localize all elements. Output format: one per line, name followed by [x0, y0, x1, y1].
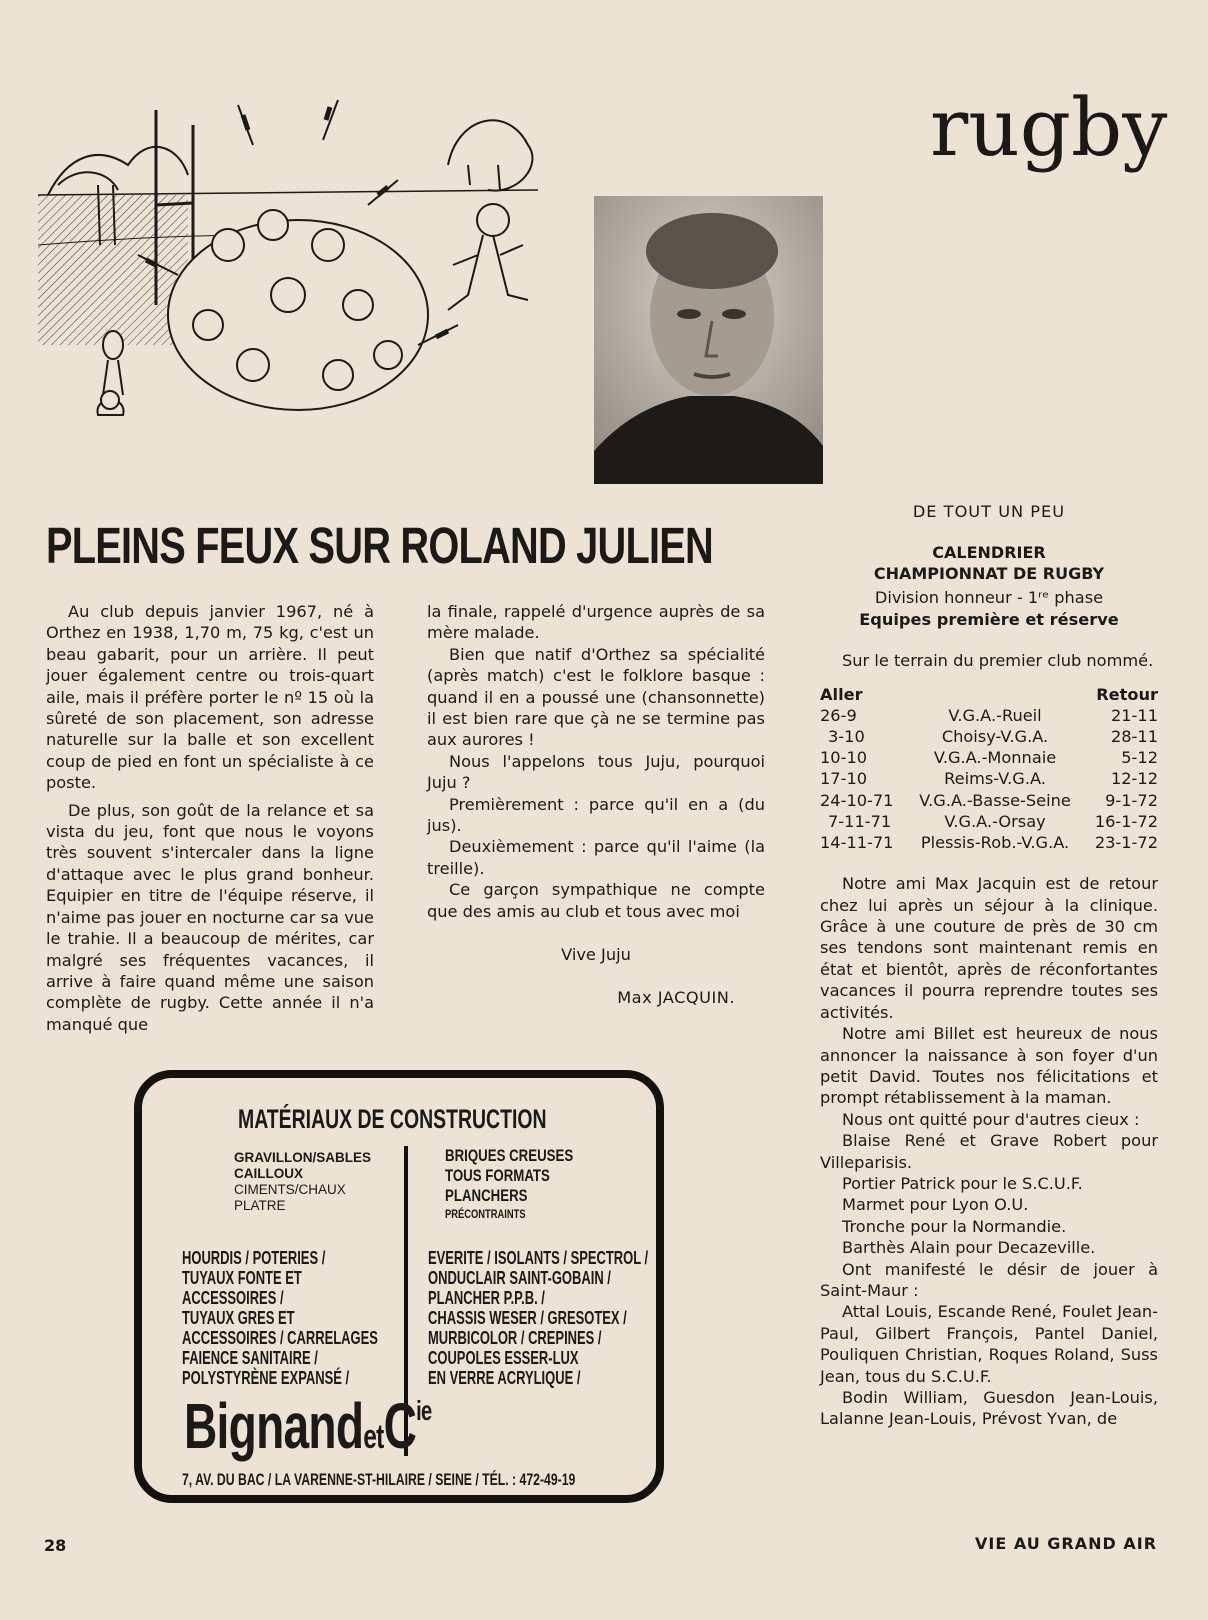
table-row: [820, 811, 1158, 832]
cell-match: V.G.A.-Orsay: [944, 811, 1046, 831]
ad-list-bottom-left: [182, 1248, 454, 1388]
ad-item: CIMENTS/CHAUX: [234, 1182, 346, 1197]
cell-retour: 23-1-72: [1094, 833, 1158, 853]
section-rubric: rugby: [930, 81, 1168, 174]
paragraph: Blaise René et Grave Robert pour Villeparisis.: [820, 1131, 1158, 1172]
ad-list-top-right: [445, 1146, 609, 1222]
ad-item: EVERITE / ISOLANTS / SPECTROL /: [428, 1248, 649, 1268]
cell-retour: 5-12: [1121, 748, 1158, 768]
brand-et: et: [363, 1418, 384, 1456]
table-row: [820, 768, 1158, 789]
cell-aller: 7-11-71: [828, 811, 892, 831]
paragraph: Attal Louis, Escande René, Foulet Jean-Paul, Gilbert François, Pantel Daniel, Pouliquen Christian, Roques Roland, Suss Jean, tous du S.C.U.F.: [820, 1302, 1158, 1386]
fixtures-table: [820, 684, 1158, 854]
ad-item: GRAVILLON/SABLES: [234, 1150, 372, 1165]
cell-aller: 14-11-71: [820, 833, 894, 853]
column-header-aller: Aller: [820, 684, 863, 704]
brand-c: C: [383, 1390, 417, 1462]
ad-item: PLANCHER P.P.B. /: [428, 1288, 545, 1308]
article-headline: PLEINS FEUX SUR ROLAND JULIEN: [46, 517, 713, 574]
cell-match: Choisy-V.G.A.: [941, 727, 1049, 747]
ad-item: PRÉCONTRAINTS: [445, 1207, 526, 1221]
sidebar-kicker: DE TOUT UN PEU: [912, 502, 1066, 521]
calendar-title: CALENDRIER: [932, 543, 1046, 563]
brand-ie: ie: [416, 1395, 432, 1426]
column-header-retour: Retour: [1096, 684, 1158, 704]
ad-item: ACCESSOIRES / CARRELAGES: [182, 1328, 378, 1348]
cell-aller: 17-10: [820, 769, 868, 789]
calendar-subtitle: CHAMPIONNAT DE RUGBY: [873, 564, 1105, 584]
ad-item: EN VERRE ACRYLIQUE /: [428, 1368, 581, 1388]
advertisement-box: [134, 1070, 664, 1503]
ad-item: ACCESSOIRES /: [182, 1288, 284, 1308]
cell-match: V.G.A.-Basse-Seine: [919, 790, 1071, 810]
ad-item: MURBICOLOR / CREPINES /: [428, 1328, 602, 1348]
paragraph: Ce garçon sympathique ne compte que des amis au club et tous avec moi: [427, 880, 765, 921]
article-column-1: [46, 601, 374, 1035]
ad-item: PLANCHERS: [445, 1186, 528, 1205]
paragraph: la finale, rappelé d'urgence auprès de sa mère malade.: [427, 602, 765, 643]
ad-address: 7, AV. DU BAC / LA VARENNE-ST-HILAIRE / SEINE / TÉL. : 472-49-19: [182, 1470, 576, 1489]
cell-aller: 10-10: [820, 748, 868, 768]
paragraph: De plus, son goût de la relance et sa vista du jeu, font que nous le voyons très souvent s'intercaler dans la ligne d'attaque avec le plus grand bonheur. Equipier en titre de l'équipe réserve, il n'aime pas jouer en nocturne car sa vue le trahie. Il a beaucoup de mérites, car malgré ses fréquentes vacances, il arrive à faire quand même une saison complète de rugby. Cette année il n'a manqué que: [46, 800, 374, 1034]
ad-item: CAILLOUX: [234, 1166, 303, 1181]
teams-line: Equipes première et réserve: [859, 609, 1119, 629]
table-row: [820, 832, 1158, 853]
player-portrait-photo: [594, 196, 823, 484]
ad-item: FAIENCE SANITAIRE /: [182, 1348, 318, 1368]
paragraph: Nous ont quitté pour d'autres cieux :: [842, 1109, 1140, 1129]
paragraph: Barthès Alain pour Decazeville.: [842, 1238, 1096, 1258]
ad-title: MATÉRIAUX DE CONSTRUCTION: [238, 1104, 547, 1134]
division-line: Division honneur - 1ʳᵉ phase: [874, 588, 1104, 608]
table-row: [820, 747, 1158, 768]
table-row: [820, 790, 1158, 811]
cell-retour: 28-11: [1110, 727, 1158, 747]
article-column-2: [427, 601, 765, 1008]
rugby-cartoon-illustration: [38, 95, 548, 470]
cell-retour: 16-1-72: [1094, 811, 1158, 831]
paragraph: Marmet pour Lyon O.U.: [842, 1195, 1029, 1215]
ad-item: ONDUCLAIR SAINT-GOBAIN /: [428, 1268, 611, 1288]
sidebar-column: [820, 501, 1158, 1430]
ad-list-bottom-right: [428, 1248, 734, 1388]
cell-match: V.G.A.-Monnaie: [933, 748, 1057, 768]
cell-aller: 26-9: [820, 705, 857, 725]
ad-item: PLATRE: [234, 1198, 286, 1213]
paragraph: Notre ami Billet est heureux de nous annoncer la naissance à son foyer d'un petit David. Toutes nos félicitations et prompt rétablissement à la maman.: [820, 1024, 1158, 1108]
paragraph: Ont manifesté le désir de jouer à Saint-Maur :: [820, 1259, 1158, 1300]
ad-brand-logo: [184, 1390, 432, 1462]
ad-item: HOURDIS / POTERIES /: [182, 1248, 326, 1268]
cell-retour: 12-12: [1110, 769, 1158, 789]
cell-aller: 24-10-71: [820, 790, 894, 810]
ad-item: TUYAUX GRES ET: [182, 1308, 295, 1328]
ad-item: BRIQUES CREUSES: [445, 1146, 574, 1165]
closing-line: Vive Juju: [561, 945, 631, 965]
venue-note: Sur le terrain du premier club nommé.: [842, 651, 1154, 671]
table-row: [820, 705, 1158, 726]
cell-match: Reims-V.G.A.: [944, 769, 1046, 789]
ad-list-top-left: [234, 1150, 371, 1214]
cell-retour: 21-11: [1110, 705, 1158, 725]
ad-item: POLYSTYRÈNE EXPANSÉ /: [182, 1368, 350, 1388]
author-signature: Max JACQUIN.: [617, 987, 735, 1007]
ad-item: TOUS FORMATS: [445, 1166, 550, 1185]
cell-match: Plessis-Rob.-V.G.A.: [920, 833, 1070, 853]
paragraph: Au club depuis janvier 1967, né à Orthez en 1938, 1,70 m, 75 kg, c'est un beau gabarit, pour un arrière. Il peut jouer également centre ou trois-quart aile, mais il préfère porter le nº 15 où la sûreté de son placement, son adresse naturelle sur la balle et son excellent coup de pied en font un spécialiste à ce poste.: [46, 602, 374, 793]
ad-item: TUYAUX FONTE ET: [182, 1268, 302, 1288]
ad-item: CHASSIS WESER / GRESOTEX /: [428, 1308, 627, 1328]
table-row: [820, 726, 1158, 747]
page-number: 28: [44, 1536, 67, 1555]
cell-aller: 3-10: [828, 727, 865, 747]
paragraph: Bien que natif d'Orthez sa spécialité (après match) c'est le folklore basque : quand il en a poussé une (chansonnette) il est bien rare que çà ne se termine pas aux aurores !: [427, 644, 765, 750]
cell-retour: 9-1-72: [1105, 790, 1158, 810]
brand-name: Bignand: [184, 1390, 364, 1462]
paragraph: Notre ami Max Jacquin est de retour chez lui après un séjour à la clinique. Grâce à une couture de près de 30 cm ses tendons sont maintenant remis en état et bientôt, après de réconfortantes vacances il pourra reprendre toutes ses activités.: [820, 874, 1158, 1022]
paragraph: Deuxièmement : parce qu'il l'aime (la treille).: [427, 837, 765, 878]
paragraph: Premièrement : parce qu'il en a (du jus).: [427, 794, 765, 836]
paragraph: Nous l'appelons tous Juju, pourquoi Juju ?: [427, 751, 765, 793]
paragraph: Portier Patrick pour le S.C.U.F.: [842, 1173, 1083, 1193]
cell-match: V.G.A.-Rueil: [948, 705, 1042, 725]
paragraph: Bodin William, Guesdon Jean-Louis, Lalanne Jean-Louis, Prévost Yvan, de: [820, 1388, 1158, 1429]
paragraph: Tronche pour la Normandie.: [842, 1216, 1067, 1236]
magazine-name: VIE AU GRAND AIR: [975, 1534, 1158, 1553]
ad-item: COUPOLES ESSER-LUX: [428, 1348, 579, 1368]
